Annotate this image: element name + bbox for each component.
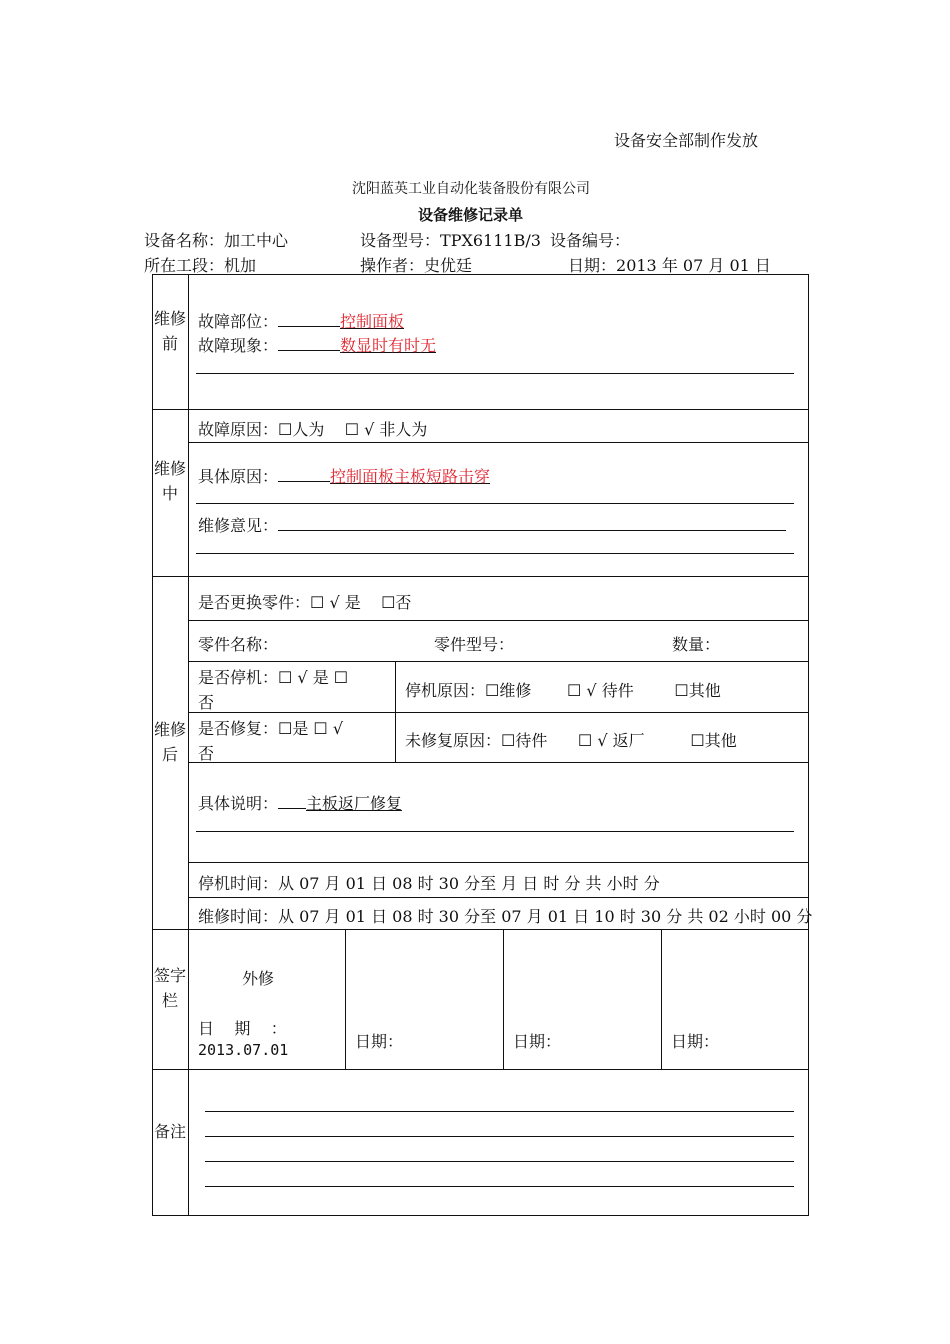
device-number: 设备编号： — [550, 231, 631, 250]
unrepaired-reason: 未修复原因：☐待件 ☐ √ 返厂 ☐其他 — [405, 731, 737, 750]
write-line — [196, 503, 794, 504]
unrepaired-waiting-checkbox[interactable]: ☐待件 — [501, 731, 548, 750]
device-model: 设备型号：TPX6111B/3 — [360, 231, 541, 250]
stop-reason-repair-checkbox[interactable]: ☐维修 — [485, 681, 532, 700]
remarks-line — [205, 1111, 794, 1112]
part-name: 零件名称： — [198, 635, 279, 654]
write-line — [196, 831, 794, 832]
operator: 操作者：史优廷 — [360, 256, 473, 275]
signature-date-3: 日期： — [513, 1032, 562, 1051]
repaired-line1[interactable]: 是否修复：☐是 ☐ √ — [198, 719, 344, 738]
stop-reason: 停机原因：☐维修 ☐ √ 待件 ☐其他 — [405, 681, 721, 700]
part-model: 零件型号： — [434, 635, 515, 654]
cause-human-checkbox[interactable]: ☐人为 — [278, 420, 325, 439]
form-title: 设备维修记录单 — [418, 206, 524, 224]
machine-stopped-line1[interactable]: 是否停机：☐ √ 是 ☐ — [198, 668, 349, 687]
signature-date-4: 日期： — [671, 1032, 720, 1051]
external-repair-date: 2013.07.01 — [198, 1041, 289, 1059]
section-during-label: 维修中 — [153, 459, 186, 503]
signature-date-2: 日期： — [355, 1032, 404, 1051]
external-repair-date-label: 日 期 ： — [198, 1019, 287, 1038]
write-line — [196, 553, 794, 554]
work-section: 所在工段：机加 — [144, 256, 257, 275]
section-signature-label: 签字栏 — [153, 966, 186, 1010]
part-quantity: 数量： — [672, 635, 721, 654]
company-name: 沈阳蓝英工业自动化装备股份有限公司 — [352, 181, 590, 197]
section-after-label: 维修后 — [153, 720, 186, 764]
specific-cause: 具体原因： 控制面板主板短路击穿 — [198, 467, 491, 486]
fault-cause: 故障原因：☐人为 ☐ √ 非人为 — [198, 420, 428, 439]
repaired-line2: 否 — [198, 744, 215, 763]
fault-symptom: 故障现象： 数显时有时无 — [198, 336, 437, 355]
write-line — [196, 373, 794, 374]
device-name: 设备名称：加工中心 — [144, 231, 289, 250]
replace-yes-checkbox[interactable]: ☐ √ 是 — [310, 593, 361, 612]
section-remarks-label: 备注 — [153, 1122, 186, 1141]
downtime: 停机时间：从 07 月 01 日 08 时 30 分至 月 日 时 分 共 小时 分 — [198, 874, 660, 893]
repair-time: 维修时间：从 07 月 01 日 08 时 30 分至 07 月 01 日 10 时 30 分 共 02 小时 00 分 — [198, 907, 813, 926]
stop-reason-other-checkbox[interactable]: ☐其他 — [674, 681, 721, 700]
external-repair-title: 外修 — [242, 969, 275, 988]
issuer-note: 设备安全部制作发放 — [614, 131, 759, 150]
stop-reason-waiting-checkbox[interactable]: ☐ √ 待件 — [566, 681, 634, 700]
section-before-label: 维修前 — [153, 309, 186, 353]
replace-parts: 是否更换零件：☐ √ 是 ☐否 — [198, 593, 412, 612]
record-date: 日期：2013 年 07 月 01 日 — [568, 256, 771, 275]
replace-no-checkbox[interactable]: ☐否 — [381, 593, 412, 612]
fault-part: 故障部位： 控制面板 — [198, 312, 405, 331]
repair-opinion: 维修意见： — [198, 513, 786, 536]
unrepaired-return-checkbox[interactable]: ☐ √ 返厂 — [577, 731, 645, 750]
machine-stopped-line2: 否 — [198, 693, 215, 712]
detail-description: 具体说明： 主板返厂修复 — [198, 794, 403, 813]
remarks-line — [205, 1136, 794, 1137]
remarks-line — [205, 1186, 794, 1187]
remarks-line — [205, 1161, 794, 1162]
cause-nonhuman-checkbox[interactable]: ☐ √ 非人为 — [344, 420, 428, 439]
unrepaired-other-checkbox[interactable]: ☐其他 — [690, 731, 737, 750]
